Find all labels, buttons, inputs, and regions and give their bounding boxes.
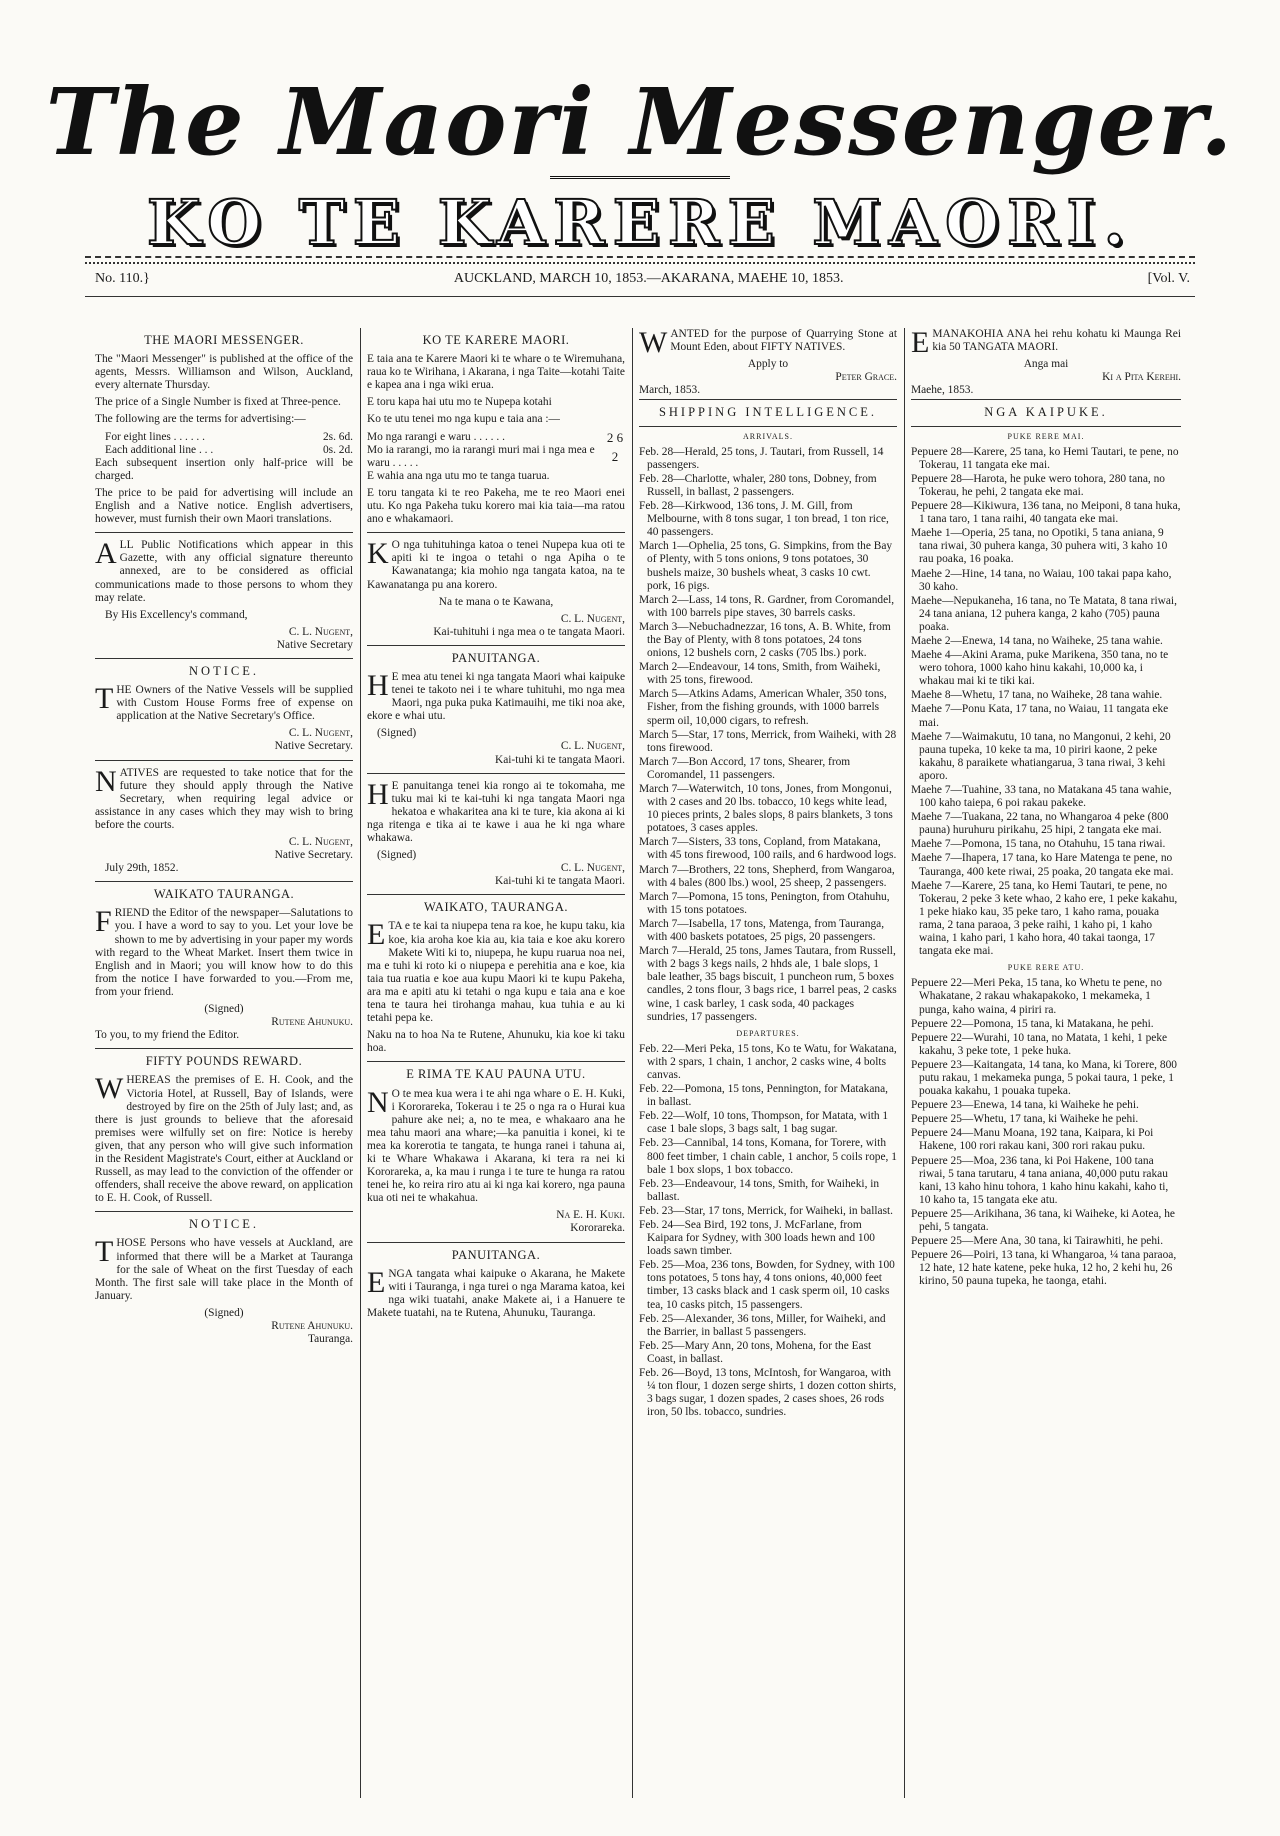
shipping-entry: Feb. 24—Sea Bird, 192 tons, J. McFarlane, from Kaipara for Sydney, with 300 loads hewn and 100 loads sawn timber. xyxy=(639,1219,875,1258)
drop-cap: H xyxy=(367,668,389,702)
shipping-entry: March 2—Lass, 14 tons, R. Gardner, from Coromandel, with 100 barrels pipe staves, 30 barrels casks. xyxy=(639,593,895,619)
shipping-entry: Feb. 28—Kirkwood, 136 tons, J. M. Gill, from Melbourne, with 8 tons sugar, 1 ton bread, 1 ton rice, 40 passengers. xyxy=(639,500,889,539)
shipping-entry: Maehe—Nepukaneha, 16 tana, no Te Matata, 8 tana riwai, 24 tana aniana, 12 puhera kanga, 2 kaho (705) pauna poaka. xyxy=(911,594,1177,633)
paragraph: E taia ana te Karere Maori ki te whare o te Wiremuhana, raua ko te Wirihana, i Akarana, i nga Taite—kotahi Taite e kapea ana i nga wiki erua. xyxy=(367,353,625,392)
shipping-entry: March 7—Pomona, 15 tons, Penington, from Otahuhu, with 15 tons potatoes. xyxy=(639,890,890,916)
drop-cap: H xyxy=(367,777,389,811)
section-heading: PANUITANGA. xyxy=(451,650,541,665)
section-heading: NGA KAIPUKE. xyxy=(984,405,1108,420)
top-divider xyxy=(85,256,1195,258)
section-rule xyxy=(95,1211,353,1212)
notice-text: O nga tuhituhinga katoa o tenei Nupepa kua oti te apiti ki te ingoa o tetahi o nga Apiha o te Kawanatanga; kia mohio nga tangata katoa, na te Kawanatanga pu ana korero. xyxy=(367,539,625,591)
drop-cap: E xyxy=(911,328,930,359)
shipping-entry: March 5—Atkins Adams, American Whaler, 350 tons, Fisher, from the fishing grounds, with 1000 barrels sperm oil, 10,000 cigars, to refresh. xyxy=(639,688,887,727)
reward-paragraph xyxy=(95,1074,353,1205)
shipping-entry: Pepuere 23—Kaitangata, 14 tana, ko Mana, ki Torere, 800 putu rakau, 1 mekameka punga, 5 pokai taura, 1 peke, 1 pouaka kakahu, 1 pouaka tupeka. xyxy=(911,1058,1177,1098)
shipping-entry: Feb. 28—Herald, 25 tons, J. Tautari, from Russell, 14 passengers. xyxy=(639,445,884,471)
column-2 xyxy=(367,328,625,1798)
drop-cap: E xyxy=(367,1265,386,1299)
shipping-entry: Feb. 28—Charlotte, whaler, 280 tons, Dobney, from Russell, in ballast, 2 passengers. xyxy=(639,472,877,498)
dateline-rule xyxy=(85,296,1195,297)
shipping-entry: Pepuere 24—Manu Moana, 192 tana, Kaipara, ki Poi Hakene, 100 rori rakau kani, 300 rori rakau puku. xyxy=(911,1127,1154,1153)
signature: C. L. Nugent, xyxy=(560,740,625,753)
rate-label: Each additional line . . . xyxy=(105,443,214,456)
shipping-entry: Feb. 22—Pomona, 15 tons, Pennington, for Matakana, in ballast. xyxy=(639,1083,888,1109)
paragraph: Ko te utu tenei mo nga kupu e taia ana :— xyxy=(367,413,560,426)
letter-signature: Naku na to hoa Na te Rutene, Ahunuku, kia koe ki taku hoa. xyxy=(367,1029,625,1055)
departures-list xyxy=(911,977,1181,1288)
section-rule xyxy=(367,645,625,646)
notice-text: HE Owners of the Native Vessels will be supplied with Custom House Forms free of expense on application at the Native Secretary's Office. xyxy=(116,684,353,723)
shipping-entry: Maehe 4—Akini Arama, puke Marikena, 350 tana, no te wero tohora, 1000 kaho hinu kakahi, 10,000 ka, i whakau mai ki te tiki kai. xyxy=(911,649,1169,688)
wanted-text: ANTED for the purpose of Quarrying Stone at Mount Eden, about FIFTY NATIVES. xyxy=(670,328,897,354)
reward-paragraph xyxy=(367,1085,625,1206)
section-heading: KO TE KARERE MAORI. xyxy=(422,333,570,347)
paragraph: The following are the terms for advertising:— xyxy=(95,413,306,426)
signature: C. L. Nugent, xyxy=(288,727,353,740)
rate-row xyxy=(367,444,625,470)
drop-cap: N xyxy=(95,764,117,798)
shipping-entry: Maehe 7—Ihapera, 17 tana, ko Hare Matenga te pene, no Tauranga, 400 kete riwai, 25 poaka, 20 tangata eke mai. xyxy=(911,852,1174,878)
notice-text: LL Public Notifications which appear in this Gazette, with any official signature thereunto annexed, are to be considered as official communications made to those persons to whom they may relate. xyxy=(95,539,353,604)
shipping-entry: Pepuere 22—Pomona, 15 tana, ki Matakana, he pehi. xyxy=(911,1017,1154,1030)
shipping-entry: Maehe 2—Hine, 14 tana, no Waiau, 100 takai papa kaho, 30 kaho. xyxy=(911,567,1172,593)
shipping-entry: Feb. 25—Mary Ann, 20 tons, Mohena, for the East Coast, in ballast. xyxy=(639,1339,872,1365)
section-rule xyxy=(639,426,897,427)
paragraph: The price of a Single Number is fixed at Three-pence. xyxy=(95,396,341,409)
rate-label: For eight lines . . . . . . xyxy=(105,430,205,443)
drop-cap: F xyxy=(95,905,112,939)
section-rule xyxy=(367,1061,625,1062)
shipping-entry: Maehe 7—Pomona, 15 tana, no Otahuhu, 15 tana riwai. xyxy=(911,838,1166,851)
paragraph: Each subsequent insertion only half-price will be charged. xyxy=(95,456,353,482)
section-heading: E RIMA TE KAU PAUNA UTU. xyxy=(406,1067,586,1082)
apply-label: Apply to xyxy=(747,358,789,371)
shipping-entry: Pepuere 28—Kikiwura, 136 tana, no Meiponi, 8 tana huka, 1 tana taro, 1 tana raihi, 40 tangata eke mai. xyxy=(911,500,1181,526)
shipping-entry: Feb. 25—Alexander, 36 tons, Miller, for Waiheki, and the Barrier, in ballast 5 passengers. xyxy=(639,1312,886,1338)
shipping-entry: March 7—Waterwitch, 10 tons, Jones, from Mongonui, with 2 cases and 20 lbs. tobacco, 10 kegs white lead, 10 pieces prints, 2 bales slops, 8 pairs blankets, 3 tons potatoes, 3 cases apples. xyxy=(639,783,893,835)
shipping-entry: Feb. 22—Meri Peka, 15 tons, Ko te Watu, for Wakatana, with 2 spars, 1 chain, 1 anchor, 2 casks wine, 4 bolts canvas. xyxy=(639,1042,897,1081)
top-divider-second xyxy=(85,262,1195,264)
issue-number: No. 110.} xyxy=(95,271,150,286)
section-rule xyxy=(911,426,1181,427)
rate-label: Mo nga rarangi e waru . . . . . . xyxy=(367,430,505,443)
notice-text: HOSE Persons who have vessels at Auckland, are informed that there will be a Market at Tauranga for the sale of Wheat on the first Tuesday of each Month. The first sale will take place in the Month of January. xyxy=(95,1237,353,1302)
volume-number: [Vol. V. xyxy=(1147,271,1190,286)
section-rule xyxy=(911,399,1181,400)
shipping-entry: Pepuere 28—Karere, 25 tana, ko Hemi Tautari, te pene, no Tokerau, 11 tangata eke mai. xyxy=(911,445,1179,471)
drop-cap: T xyxy=(95,1235,114,1269)
signature-title: Kai-tuhi ki te tangata Maori. xyxy=(494,875,625,888)
section-heading: NOTICE. xyxy=(189,1217,259,1232)
paragraph: E toru kapa hai utu mo te Nupepa kotahi xyxy=(367,396,552,409)
wanted-paragraph xyxy=(639,328,897,359)
section-heading: FIFTY POUNDS REWARD. xyxy=(145,1054,303,1069)
shipping-entry: Pepuere 25—Arikihana, 36 tana, ki Waiheke, ki Aotea, he pehi, 5 tangata. xyxy=(911,1207,1175,1233)
section-rule xyxy=(367,773,625,774)
shipping-entry: Maehe 7—Waimakutu, 10 tana, no Mangonui, 2 kehi, 20 pauna tupeka, 10 keke ta ma, 10 piriri kaone, 2 peke kakahu, 8 paraikete whatiangarua, 3 tana riwai, 3 kehi aporo. xyxy=(911,730,1171,782)
reward-text: HEREAS the premises of E. H. Cook, and the Victoria Hotel, at Russell, Bay of Islands, were destroyed by fire on the 25th of July last; and, as there is just grounds to believe that the aforesaid premises were wilfully set on fire: Notice is hereby given, that any person who will give such information in the Resident Magistrate's Court, either at Auckland or Russell, as may lead to the conviction of the offender or offenders, shall receive the above reward, on application to E. H. Cook, of Russell. xyxy=(95,1074,353,1205)
shipping-entry: Pepuere 26—Poiri, 13 tana, ki Whangaroa, ¼ tana paraoa, 12 hate, 12 hate katene, peke huka, 12 ho, 2 kehi hu, 26 kirino, 50 pauna tupeka, he taonga, etahi. xyxy=(911,1249,1177,1288)
dateline xyxy=(95,271,1190,287)
shipping-entry: Maehe 7—Tuakana, 22 tana, no Whangaroa 4 peke (800 pauna) huruhuru pirikahu, 25 hipi, 2 tangata eke mai. xyxy=(911,811,1169,837)
signature: Ki a Pita Kerehi. xyxy=(1102,371,1181,384)
sub-heading: DEPARTURES. xyxy=(736,1028,800,1038)
column-rule xyxy=(360,328,361,1798)
notice-date: March, 1853. xyxy=(639,384,701,397)
signature: C. L. Nugent, xyxy=(560,862,625,875)
shipping-entry: Maehe 7—Tuahine, 33 tana, no Matakana 45 tana wahie, 100 kaho taiepa, 6 poi rakau pakeke. xyxy=(911,784,1172,810)
shipping-entry: Maehe 2—Enewa, 14 tana, no Waiheke, 25 tana wahie. xyxy=(911,634,1163,647)
masthead-subtitle: KO TE KARERE MAORI. xyxy=(146,186,1134,259)
issue-date: AUCKLAND, MARCH 10, 1853.—AKARANA, MAEHE 10, 1853. xyxy=(453,271,844,286)
drop-cap: E xyxy=(367,918,386,952)
shipping-entry: Pepuere 22—Wurahi, 10 tana, no Matata, 1 kehi, 1 peke kakahu, 3 peke tote, 1 peke huka. xyxy=(911,1031,1168,1057)
section-rule xyxy=(367,894,625,895)
section-rule xyxy=(367,1242,625,1243)
sub-heading: PUKE RERE MAI. xyxy=(1007,431,1085,441)
signed-label: (Signed) xyxy=(204,1003,244,1016)
drop-cap: A xyxy=(95,537,117,571)
arrivals-list xyxy=(639,446,897,1024)
section-heading: THE MAORI MESSENGER. xyxy=(144,333,304,347)
section-heading: SHIPPING INTELLIGENCE. xyxy=(658,405,878,420)
section-rule xyxy=(95,881,353,882)
notice-paragraph xyxy=(367,1265,625,1320)
drop-cap: W xyxy=(639,328,668,359)
notice-paragraph xyxy=(911,328,1181,359)
notice-paragraph xyxy=(95,684,353,723)
notice-text: MANAKOHIA ANA hei rehu kohatu ki Maunga Rei kia 50 TANGATA MAORI. xyxy=(932,328,1181,354)
signature-title: Native Secretary xyxy=(276,638,353,651)
sub-heading: ARRIVALS. xyxy=(743,431,793,441)
section-heading: NOTICE. xyxy=(189,663,259,678)
rate-value: 0s. 2d. xyxy=(322,443,353,456)
signature-place: Kororareka. xyxy=(570,1222,625,1235)
shipping-entry: Feb. 25—Moa, 236 tons, Bowden, for Sydney, with 100 tons potatoes, 5 tons hay, 4 tons onions, 40,000 feet timber, 13 casks black and 1 cask sperm oil, 10 casks tea, 10 casks pitch, 15 passengers. xyxy=(639,1259,895,1311)
column-rule xyxy=(632,328,633,1798)
signed-label: (Signed) xyxy=(204,1306,244,1319)
shipping-entry: Pepuere 23—Enewa, 14 tana, ki Waiheke he pehi. xyxy=(911,1099,1139,1112)
section-heading: WAIKATO, TAURANGA. xyxy=(424,900,568,915)
column-3 xyxy=(639,328,897,1798)
shipping-entry: Feb. 23—Star, 17 tons, Merrick, for Waiheki, in ballast. xyxy=(639,1204,894,1217)
notice-paragraph xyxy=(367,777,625,845)
shipping-entry: Pepuere 22—Meri Peka, 15 tana, ko Whetu te pene, no Whakatane, 2 rakau whakapakoko, 1 mekameka, 1 punga, kaho waina, 4 piriri ra. xyxy=(911,977,1162,1016)
command-line: By His Excellency's command, xyxy=(105,608,248,621)
masthead-title: The Maori Messenger. xyxy=(45,68,1235,176)
rate-value: 2s. 6d. xyxy=(322,430,353,443)
shipping-entry: March 7—Isabella, 17 tons, Matenga, from Tauranga, with 400 baskets potatoes, 25 pigs, 20 passengers. xyxy=(639,917,885,944)
signature: Peter Grace. xyxy=(835,371,897,384)
command-line: Na te mana o te Kawana, xyxy=(438,595,554,608)
shipping-entry: March 7—Brothers, 22 tons, Shepherd, from Wangaroa, with 4 bales (800 lbs.) wool, 25 sheep, 2 passengers. xyxy=(639,863,895,889)
drop-cap: K xyxy=(367,537,389,571)
signature-title: Native Secretary. xyxy=(274,740,353,753)
notice-paragraph xyxy=(367,668,625,723)
signature: Rutene Ahunuku. xyxy=(271,1320,353,1332)
signed-label: (Signed) xyxy=(377,849,417,862)
sub-heading: PUKE RERE ATU. xyxy=(1007,963,1085,973)
shipping-entry: March 1—Ophelia, 25 tons, G. Simpkins, from the Bay of Plenty, with 5 tons onions, 9 tons potatoes, 30 bushels maize, 30 bushels wheat, 3 casks 10 cwt. pork, 16 pigs. xyxy=(639,540,893,592)
signature: Rutene Ahunuku. xyxy=(271,1016,353,1029)
section-rule xyxy=(367,532,625,533)
shipping-entry: Feb. 26—Boyd, 13 tons, McIntosh, for Wangaroa, with ¼ ton flour, 1 dozen serge shirts, 1 dozen cotton shirts, 3 bags sugar, 1 dozen spades, 2 cases shoes, 26 rods iron, 50 lbs. tobacco, sundries. xyxy=(639,1367,897,1419)
reward-text: O te mea kua wera i te ahi nga whare o E. H. Kuki, i Kororareka, Tokerau i te 25 o nga ra o Hurai kua pahure ake nei; a, no te mea, e whakaaro ana he mea tahu maori ana whare;—ka panuitia i konei, ki te mea ka korerotia te tangata, te hunga ranei i tahuna ai, ki te Whare Whakawa i Akarana, ki tera ra nei ki Kororareka, a, ka mau i runga i te ture te hunga ra ratou tenei he, ko reira riro atu ai ki nga kai korero, nga pauna kua oti nei te whakahua. xyxy=(367,1087,625,1205)
letter-text: TA e te kai ta niupepa tena ra koe, he kupu taku, kia koe, kia aroha koe kia au, kia taia e koe aku korero Makete Witi ki to, niupepa, he kupu ruarua noa nei, ma e tuhi ki roto ki o niupepa e perehitia ana e koe, kia taia tua ruatia e koe aua kupu Maori ki te kupu Pakeha, ara ma e apiti atu ki tetahi o nga kupu e taia ana e koe tena te taura hei tirohanga mahau, kua tuhia e au ki tetahi pepa ke. xyxy=(367,920,625,1025)
public-notice xyxy=(95,539,353,604)
shipping-entry: Pepuere 25—Whetu, 17 tana, ki Waiheke he pehi. xyxy=(911,1113,1139,1126)
notice-text: NGA tangata whai kaipuke o Akarana, he Makete witi i Tauranga, i nga turei o nga Marama katoa, kei nga wiki tuatahi, anake Makete ai, i a Hanuere te Makete tuatahi, na te Rutena, Ahunuku, Tauranga. xyxy=(367,1267,625,1319)
notice-paragraph xyxy=(95,1237,353,1302)
signature-title: Native Secretary. xyxy=(274,849,353,862)
paragraph: The "Maori Messenger" is published at the office of the agents, Messrs. Williamson and Wilson, Auckland, every alternate Thursday. xyxy=(95,353,353,392)
shipping-entry: Pepuere 25—Moa, 236 tana, ki Poi Hakene, 100 tana riwai, 5 tana tarutaru, 4 tana aniana, 40,000 putu rakau kani, 13 kaho hinu tohora, 1 kaho hinu kakahi, kaho ti, 10 kaho ta, 15 tangata eke atu. xyxy=(911,1154,1169,1206)
shipping-entry: Feb. 23—Cannibal, 14 tons, Komana, for Torere, with 800 feet timber, 1 chain cable, 1 anchor, 5 coils rope, 1 bale 1 box slops, 1 box tobacco. xyxy=(639,1137,897,1176)
section-rule xyxy=(95,532,353,533)
drop-cap: W xyxy=(95,1072,124,1106)
shipping-entry: March 7—Bon Accord, 17 tons, Shearer, from Coromandel, 11 passengers. xyxy=(639,755,851,781)
drop-cap: N xyxy=(367,1085,389,1119)
shipping-entry: March 2—Endeavour, 14 tons, Smith, from Waiheki, with 25 tons, firewood. xyxy=(639,661,881,687)
masthead-rule xyxy=(550,176,730,179)
notice-paragraph xyxy=(367,539,625,591)
notice-text: E mea atu tenei ki nga tangata Maori whai kaipuke tenei te takoto nei i te whare tuhituhi, mo nga mea Maori, nga puka puka Katimauihi, me tiki noa ake, ekore e whai utu. xyxy=(367,670,625,723)
section-rule xyxy=(639,399,897,400)
section-heading: WAIKATO TAURANGA. xyxy=(153,887,295,902)
shipping-entry: March 7—Herald, 25 tons, James Tautara, from Russell, with 2 bags 3 kegs nails, 2 hhds ale, 1 bale slops, 1 bale leather, 35 bags biscuit, 1 puncheon rum, 5 boxes candles, 2 tons flour, 3 bags rice, 1 barrel peas, 2 casks wine, 1 cask barley, 1 cask soda, 40 packages sundries, 17 passengers. xyxy=(639,945,897,1023)
signed-label: (Signed) xyxy=(377,727,417,740)
rate-value: 2 xyxy=(611,449,619,465)
rate-row xyxy=(367,431,625,444)
section-rule xyxy=(95,1048,353,1049)
rate-value: 2 6 xyxy=(606,429,624,445)
shipping-entry: Feb. 22—Wolf, 10 tons, Thompson, for Matata, with 1 case 1 bale slops, 3 bags salt, 1 bag sugar. xyxy=(639,1110,889,1136)
notice-paragraph xyxy=(95,764,353,832)
columns xyxy=(95,328,1185,1798)
shipping-entry: Maehe 8—Whetu, 17 tana, no Waiheke, 28 tana wahie. xyxy=(911,689,1163,702)
signature: C. L. Nugent, xyxy=(560,612,625,625)
masthead xyxy=(0,70,1280,259)
rate-row xyxy=(95,431,353,444)
signature: Na E. H. Kuki. xyxy=(556,1209,625,1222)
shipping-entry: March 5—Star, 17 tons, Merrick, from Waiheki, with 28 tons firewood. xyxy=(639,728,897,754)
paragraph: E wahia ana nga utu mo te tanga tuarua. xyxy=(367,469,550,482)
section-heading: PANUITANGA. xyxy=(451,1247,541,1262)
signature: C. L. Nugent, xyxy=(288,836,353,848)
signature-title: Kai-tuhituhi i nga mea o te tangata Maori. xyxy=(433,625,625,638)
notice-text: ATIVES are requested to take notice that for the future they should apply through the Native Secretary, when requiring legal advice or assistance in any cases which they may wish to bring before the courts. xyxy=(95,766,353,831)
shipping-entry: Maehe 7—Ponu Kata, 17 tana, no Waiau, 11 tangata eke mai. xyxy=(911,703,1169,729)
column-1 xyxy=(95,328,353,1798)
section-rule xyxy=(95,658,353,659)
shipping-entry: Pepuere 25—Mere Ana, 30 tana, ki Tairawhiti, he pehi. xyxy=(911,1235,1164,1248)
shipping-entry: March 3—Nebuchadnezzar, 16 tons, A. B. White, from the Bay of Plenty, with 8 tons potatoes, 24 tons onions, 12 bushels corn, 2 casks (705 lbs.) pork. xyxy=(639,620,891,660)
letter-paragraph xyxy=(367,920,625,1025)
notice-date: Maehe, 1853. xyxy=(911,384,974,397)
shipping-entry: Maehe 1—Operia, 25 tana, no Opotiki, 5 tana aniana, 9 tana riwai, 30 puhera kanga, 30 puhera witi, 3 kaho 10 rau poaka, 16 poaka. xyxy=(911,527,1168,566)
signature-title: Kai-tuhi ki te tangata Maori. xyxy=(494,753,625,766)
arrivals-list xyxy=(911,446,1181,959)
shipping-entry: Maehe 7—Karere, 25 tana, ko Hemi Tautari, te pene, no Tokerau, 2 peke 3 kete whao, 2 kaho ere, 1 peke kakahu, 1 peke hiako kau, 35 peke taro, 1 kaho rama, pouaka rama, 2 tana paraoa, 3 peke raihi, 1 kaho pi, 1 kaho waina, 1 kaho pari, 1 kaho hora, 40 takai taonga, 17 tangata eke mai. xyxy=(911,879,1178,958)
column-rule xyxy=(904,328,905,1798)
paragraph: E toru tangata ki te reo Pakeha, me te reo Maori enei utu. Ko nga Pakeha tuku korero mai kia taia—ma ratou ano e whakamaori. xyxy=(367,486,625,526)
signature: C. L. Nugent, xyxy=(288,625,353,638)
notice-text: E panuitanga tenei kia rongo ai te tokomaha, me tuku mai ki te kai-tuhi ki nga tangata Maori nga hekatoa e whakaritea ana ki te ture, kia akona ai ki nga ritenga e tika ai te kawe i aua he ki nga whare whakawa. xyxy=(367,779,625,844)
signature-place: Tauranga. xyxy=(307,1333,353,1346)
letter-paragraph xyxy=(95,907,353,999)
paragraph: The price to be paid for advertising will include an English and a Native notice. English advertisers, however, must furnish their own Maori translations. xyxy=(95,486,353,526)
rate-row xyxy=(95,444,353,457)
addressee: To you, to my friend the Editor. xyxy=(95,1029,240,1042)
departures-list xyxy=(639,1043,897,1420)
shipping-entry: March 7—Sisters, 33 tons, Copland, from Matakana, with 45 tons firewood, 100 rails, and 6 hardwood logs. xyxy=(639,836,897,862)
apply-label: Anga mai xyxy=(1023,358,1069,371)
rate-label: Mo ia rarangi, mo ia rarangi muri mai i nga mea e waru . . . . . xyxy=(367,443,595,469)
section-rule xyxy=(95,760,353,761)
shipping-entry: Pepuere 28—Harota, he puke wero tohora, 280 tana, no Tokerau, he pehi, 2 tangata eke mai. xyxy=(911,472,1165,498)
drop-cap: T xyxy=(95,682,114,716)
notice-date: July 29th, 1852. xyxy=(105,862,179,875)
column-4 xyxy=(911,328,1181,1798)
shipping-entry: Feb. 23—Endeavour, 14 tons, Smith, for Waiheki, in ballast. xyxy=(639,1177,880,1203)
letter-text: RIEND the Editor of the newspaper—Salutations to you. I have a word to say to you. Let your love be shown to me by advertising in your paper my words with regard to the Wheat Market. Insert them twice in English and in Maori; you will know how to do this from the notice I have forwarded to you.—From me, from your friend. xyxy=(95,907,353,998)
